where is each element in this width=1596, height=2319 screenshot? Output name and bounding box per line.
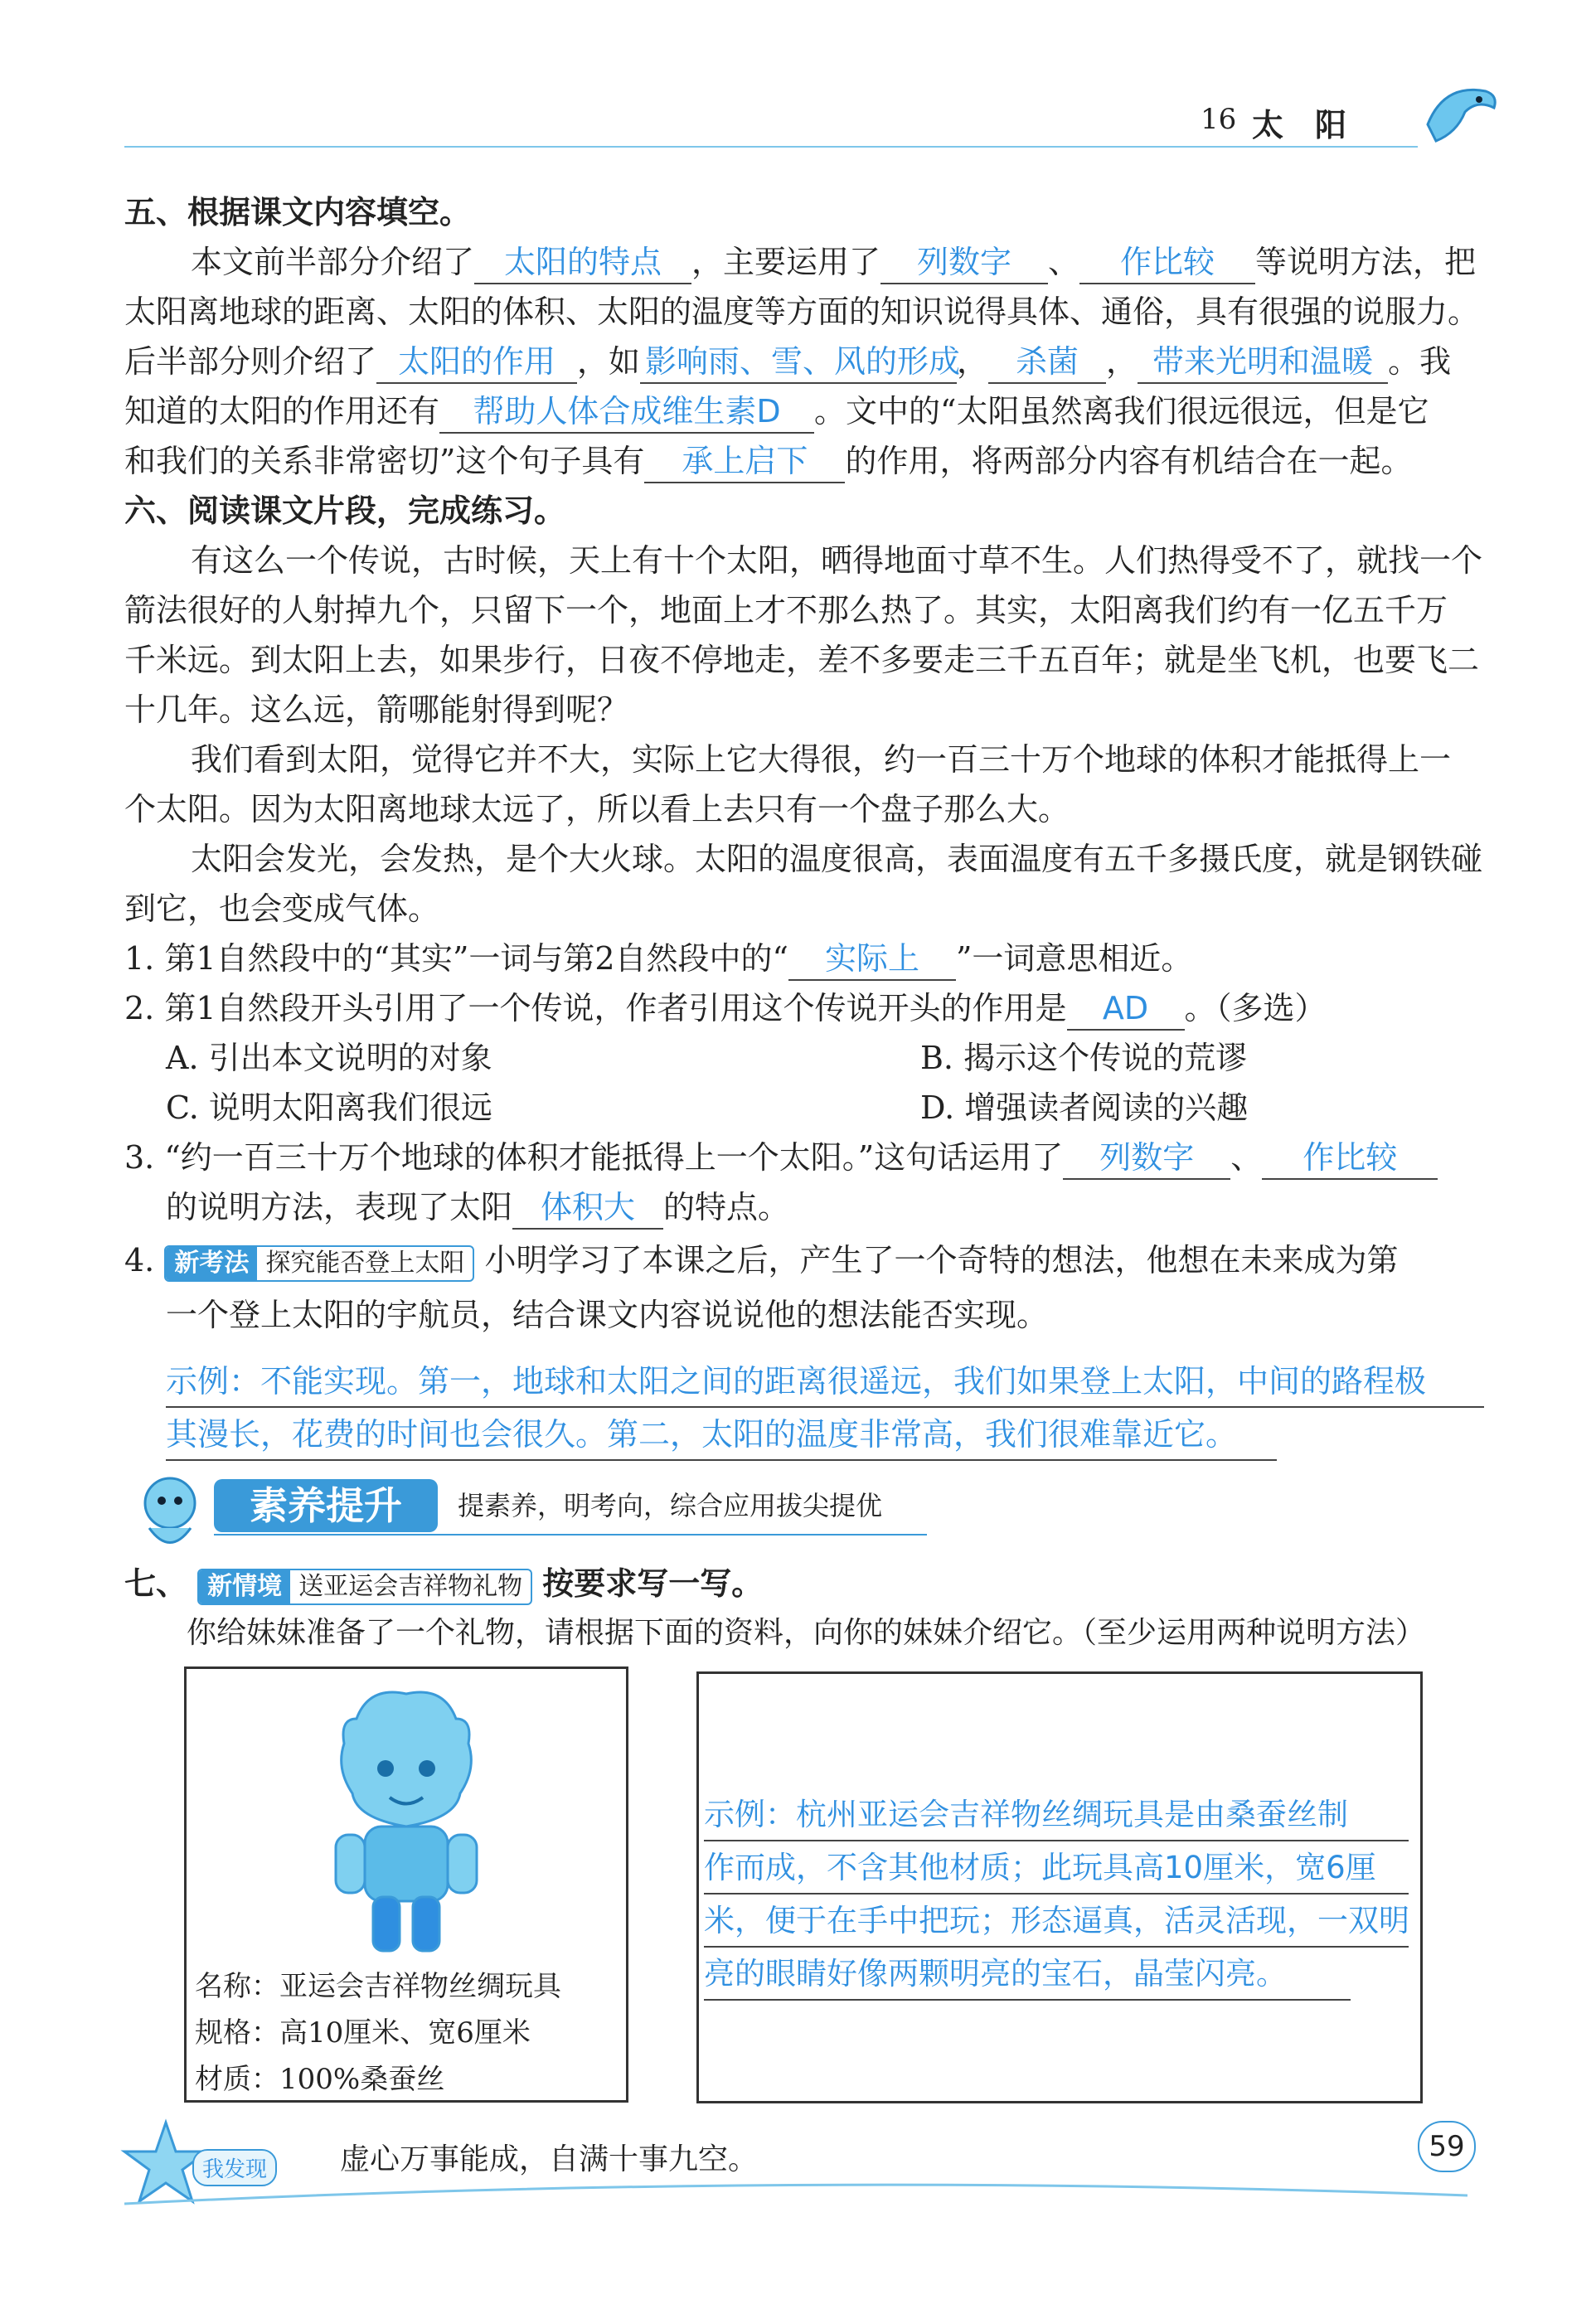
answer-blank: 带来光明和温暖 (1138, 341, 1388, 384)
section6-title: 六、阅读课文片段，完成练习。 (124, 492, 566, 529)
lesson-title: 太 阳 (1252, 107, 1347, 143)
option-a: A. 引出本文说明的对象 (166, 1040, 492, 1076)
answer-blank: 体积大 (512, 1186, 663, 1230)
passage-line: 有这么一个传说，古时候，天上有十个太阳，晒得地面寸草不生。人们热得受不了，就找一个 (191, 542, 1483, 579)
info-card (184, 1666, 628, 2103)
answer-blank: 帮助人体合成维生素D (439, 391, 814, 434)
question-4-cont: 一个登上太阳的宇航员，结合课文内容说说他的想法能否实现。 (166, 1297, 1049, 1333)
answer-blank: AD (1067, 987, 1185, 1031)
info-size: 规格：高10厘米、宽6厘米 (195, 2016, 531, 2050)
banner-rule (214, 1534, 927, 1535)
passage-line: 十几年。这么远，箭哪能射得到呢？ (124, 691, 629, 728)
question-4: 4. 新考法 探究能否登上太阳 小明学习了本课之后，产生了一个奇特的想法，他想在未来成为第 (124, 1235, 1398, 1285)
banner-subtitle: 提素养，明考向，综合应用拔尖提优 (458, 1490, 883, 1521)
answer-line: 亮的眼睛好像两颗明亮的宝石，晶莹闪亮。 (704, 1949, 1351, 2001)
lesson-number: 16 (1201, 103, 1237, 136)
answer-line: 米，便于在手中把玩；形态逼真，活灵活现，一双明 (704, 1896, 1409, 1948)
answer-blank: 太阳的作用 (376, 341, 577, 384)
passage-line: 到它，也会变成气体。 (124, 890, 440, 927)
question-1: 1. 第1自然段中的“其实”一词与第2自然段中的“ 实际上 ”一词意思相近。 (124, 934, 1192, 983)
answer-blank: 作比较 (1262, 1137, 1438, 1180)
answer-line: 示例：杭州亚运会吉祥物丝绸玩具是由桑蚕丝制 (704, 1790, 1409, 1841)
answer-line: 作而成，不含其他材质；此玩具高10厘米，宽6厘 (704, 1843, 1409, 1894)
section7-title: 七、 新情境 送亚运会吉祥物礼物 按要求写一写。 (124, 1559, 763, 1608)
page-number: 59 (1429, 2130, 1465, 2163)
footer-wave (124, 2179, 1467, 2212)
new-scene-tag: 新情境 送亚运会吉祥物礼物 (197, 1569, 532, 1605)
answer-blank: 实际上 (788, 938, 956, 981)
page-number-badge (1418, 2121, 1476, 2172)
question-3: 3. “约一百三十万个地球的体积才能抵得上一个太阳。”这句话运用了 列数字 、 作比较 (124, 1133, 1438, 1182)
passage-line: 我们看到太阳，觉得它并不大，实际上它大得很，约一百三十万个地球的体积才能抵得上一 (191, 741, 1452, 778)
s5-line2: 太阳离地球的距离、太阳的体积、太阳的温度等方面的知识说得具体、通俗，具有很强的说服力。 (124, 294, 1480, 330)
answer-blank: 列数字 (880, 241, 1048, 284)
info-material: 材质：100%桑蚕丝 (195, 2063, 445, 2096)
section7-intro: 你给妹妹准备了一个礼物，请根据下面的资料，向你的妹妹介绍它。（至少运用两种说明方法） (187, 1616, 1426, 1650)
passage-line: 太阳会发光，会发热，是个大火球。太阳的温度很高，表面温度有五千多摄氏度，就是钢铁碰 (191, 841, 1483, 877)
passage-line: 个太阳。因为太阳离地球太远了，所以看上去只有一个盘子那么大。 (124, 791, 1070, 827)
banner-title: 素养提升 (250, 1483, 402, 1528)
footer-badge: 我发现 (192, 2149, 277, 2186)
option-b: B. 揭示这个传说的荒谬 (920, 1040, 1248, 1076)
q4-answer-line: 示例：不能实现。第一，地球和太阳之间的距离很遥远，我们如果登上太阳，中间的路程极 (166, 1356, 1484, 1408)
new-method-tag: 新考法 探究能否登上太阳 (164, 1245, 474, 1282)
s5-line5: 和我们的关系非常密切”这个句子具有 承上启下 的作用，将两部分内容有机结合在一起。 (124, 436, 1412, 486)
passage-line: 千米远。到太阳上去，如果步行，日夜不停地走，差不多要走三千五百年；就是坐飞机，也要飞二 (124, 642, 1480, 678)
answer-blank: 太阳的特点 (474, 241, 691, 284)
answer-blank: 作比较 (1079, 241, 1255, 284)
answer-blank: 杀菌 (988, 341, 1106, 384)
answer-blank: 影响雨、雪、风的形成 (640, 341, 957, 384)
question-2: 2. 第1自然段开头引用了一个传说，作者引用这个传说开头的作用是 AD 。（多选） (124, 983, 1327, 1033)
answer-card (696, 1671, 1423, 2103)
footer-motto: 虚心万事能成，自满十事九空。 (340, 2142, 759, 2176)
option-d: D. 增强读者阅读的兴趣 (920, 1089, 1249, 1126)
passage-line: 箭法很好的人射掉九个，只留下一个，地面上才不那么热了。其实，太阳离我们约有一亿五千万 (124, 592, 1448, 628)
header-rule (124, 146, 1418, 148)
section5-title: 五、根据课文内容填空。 (124, 194, 472, 230)
mascot-icon (124, 1466, 216, 1557)
answer-blank: 列数字 (1063, 1137, 1230, 1180)
s5-line4: 知道的太阳的作用还有 帮助人体合成维生素D 。文中的“太阳虽然离我们很远很远，但是它 (124, 386, 1429, 436)
q4-answer-line: 其漫长，花费的时间也会很久。第二，太阳的温度非常高，我们很难靠近它。 (166, 1409, 1277, 1461)
banner-title-box (214, 1479, 438, 1532)
mascot-toy-icon (311, 1686, 502, 1959)
answer-blank: 承上启下 (644, 440, 845, 483)
s5-line1: 本文前半部分介绍了 太阳的特点 ，主要运用了 列数字 、 作比较 等说明方法，把 (191, 237, 1476, 287)
question-3-cont: 的说明方法，表现了太阳 体积大 的特点。 (166, 1182, 789, 1232)
option-c: C. 说明太阳离我们很远 (166, 1089, 492, 1126)
s5-line3: 后半部分则介绍了 太阳的作用 ，如 影响雨、雪、风的形成， 杀菌 ， 带来光明和温暖 。我 (124, 337, 1451, 386)
info-name: 名称：亚运会吉祥物丝绸玩具 (195, 1970, 561, 2003)
dolphin-icon (1419, 75, 1502, 149)
